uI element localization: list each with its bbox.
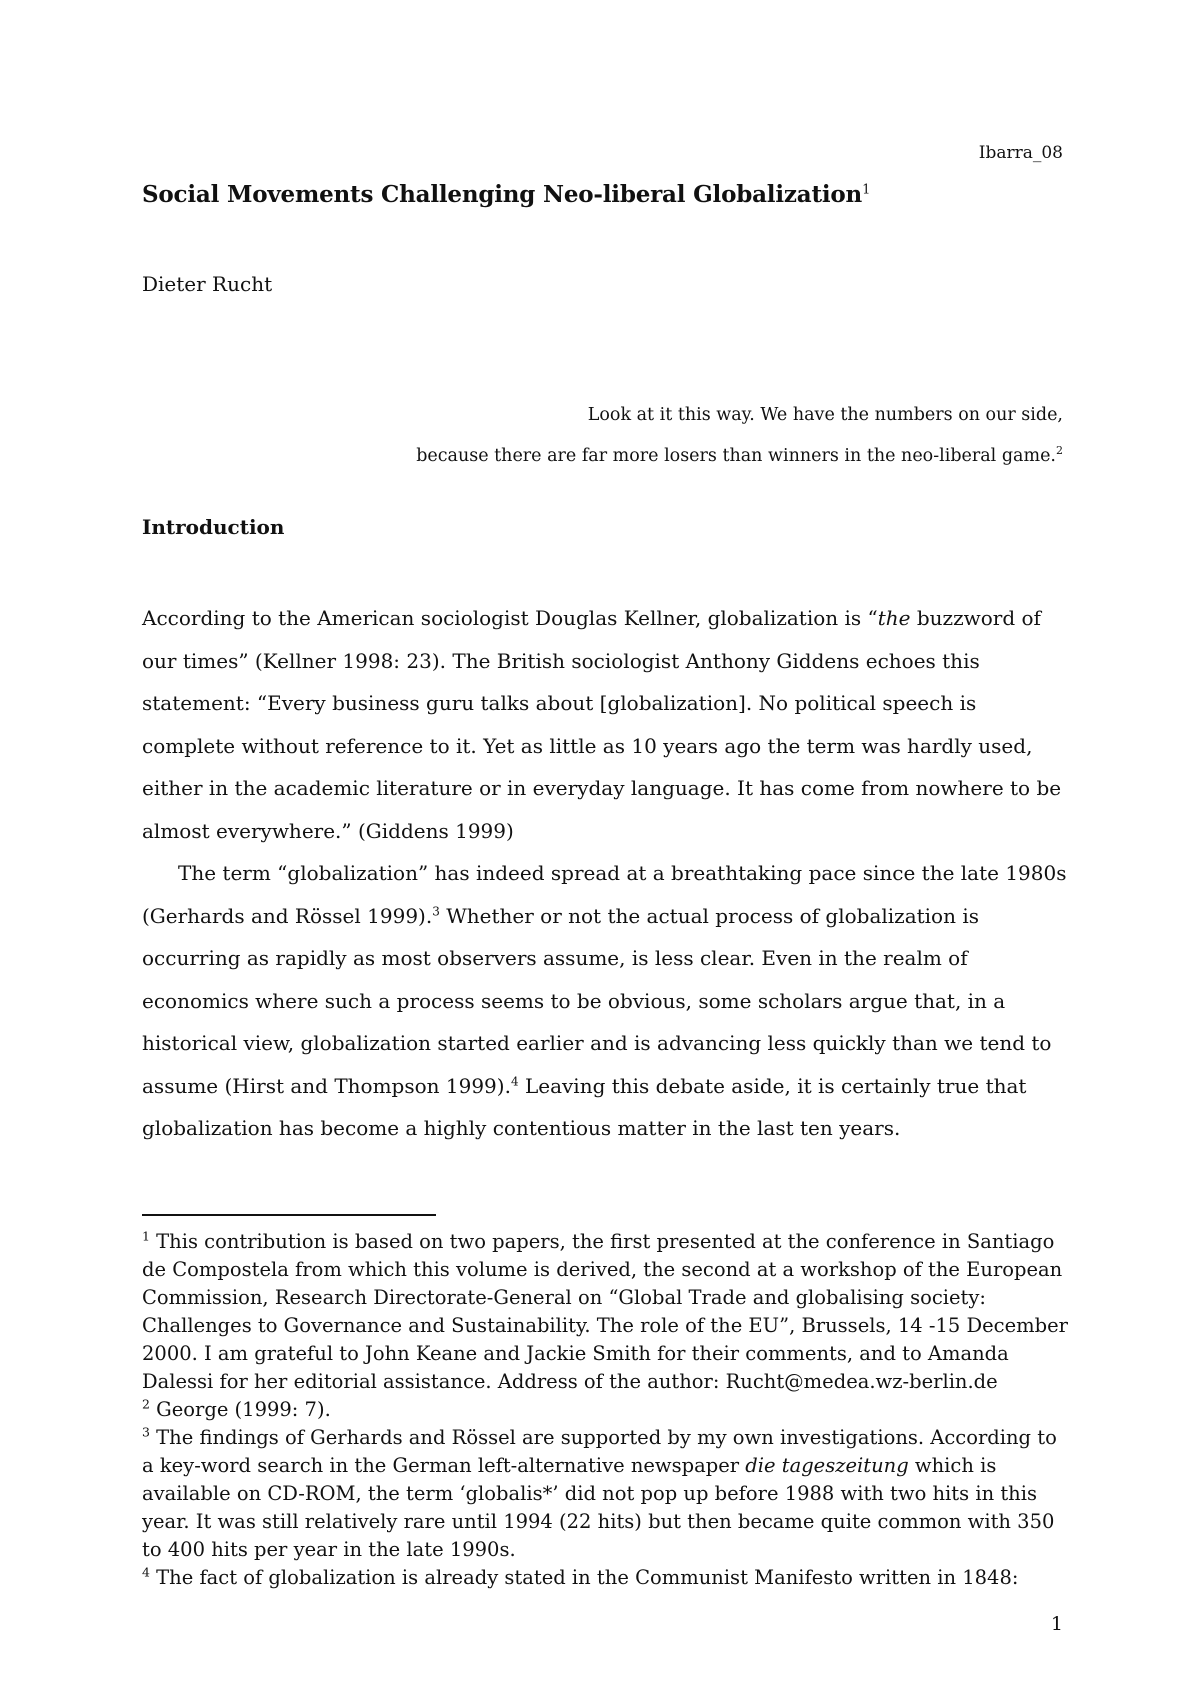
epigraph-line-2 [263, 433, 1063, 474]
footnote-3-text-a: The findings of Gerhards and Rössel are supported by my own investigations. According to a key-word search in the German left-alternative newspaper [142, 1426, 1057, 1477]
footnote-4-mark: 4 [142, 1564, 150, 1580]
footnote-3-emphasis: die tageszeitung [745, 1454, 909, 1477]
footnote-2 [142, 1396, 1072, 1424]
footnote-ref-4: 4 [510, 1073, 519, 1088]
paragraph-2-text-c: Leaving this debate aside, it is certainly true that globalization has become a highly contentious matter in the last ten years. [142, 1073, 1027, 1140]
body-text [142, 597, 1070, 1150]
document-code: Ibarra_08 [978, 143, 1063, 163]
footnote-3-text-b: which is available on CD-ROM, the term ‘globalis*’ did not pop up before 1988 with two hits in this year. It was still relatively rare until 1994 (22 hits) but then became quite common with 350 to 400 hits per year in the late 1990s. [142, 1454, 1055, 1561]
paper-title-text: Social Movements Challenging Neo-liberal Globalization [142, 181, 863, 208]
footnote-4 [142, 1564, 1072, 1592]
footnote-ref-3: 3 [432, 903, 440, 918]
section-heading: Introduction [142, 515, 285, 539]
footnote-2-text: George (1999: 7). [149, 1398, 331, 1421]
footnote-1-mark: 1 [142, 1228, 150, 1244]
footnote-4-text: The fact of globalization is already stated in the Communist Manifesto written in 1848: [149, 1566, 1019, 1589]
footnote-ref-2: 2 [1056, 444, 1063, 457]
epigraph-line-1: Look at it this way. We have the numbers on our side, [587, 405, 1063, 425]
paragraph-2-text-a: The term “globalization” has indeed spread at a breathtaking pace since the late 1980s (Gerhards and Rössel 1999). [142, 861, 1067, 928]
paragraph-2-text-b: Whether or not the actual process of globalization is occurring as rapidly as most observers assume, is less clear. Even in the realm of economics where such a process seems to be obvious, some scholars argue that, in a historical view, globalization started earlier and is advancing less quickly than we tend to assume (Hirst and Thompson 1999). [142, 903, 1052, 1098]
page-number: 1 [1050, 1613, 1063, 1635]
paragraph-1-text-b: buzzword of our times” (Kellner 1998: 23). The British sociologist Anthony Giddens echoes this statement: “Every business guru talks about [globalization]. No political speech is complete without reference to it. Yet as little as 10 years ago the term was hardly used, either in the academic literature or in everyday language. It has come from nowhere to be almost everywhere.” (Giddens 1999) [142, 606, 1062, 843]
paper-title [142, 181, 870, 208]
footnote-2-mark: 2 [142, 1396, 150, 1412]
footnote-ref-1: 1 [862, 182, 871, 198]
footnote-3-mark: 3 [142, 1424, 150, 1440]
footnote-1-text: This contribution is based on two papers, the first presented at the conference in Santiago de Compostela from which this volume is derived, the second at a workshop of the European Commission, Research Directorate-General on “Global Trade and globalising society: Challenges to Governance and Sustainability. The role of the EU”, Brussels, 14 -15 December 2000. I am grateful to John Keane and Jackie Smith for their comments, and to Amanda Dalessi for her editorial assistance. Address of the author: Rucht@medea.wz-berlin.de [142, 1230, 1068, 1393]
epigraph [263, 398, 1063, 474]
footnote-1 [142, 1228, 1072, 1396]
epigraph-line-2-text: because there are far more losers than winners in the neo-liberal game. [416, 445, 1056, 466]
paragraph-1-text-a: According to the American sociologist Douglas Kellner, globalization is “ [142, 606, 878, 630]
footnotes [142, 1228, 1072, 1592]
author-name: Dieter Rucht [142, 272, 273, 296]
paragraph-1 [142, 597, 1070, 852]
footnote-divider [142, 1214, 436, 1216]
paragraph-1-emphasis: the [877, 606, 911, 630]
paragraph-2 [142, 852, 1070, 1150]
footnote-3 [142, 1424, 1072, 1564]
